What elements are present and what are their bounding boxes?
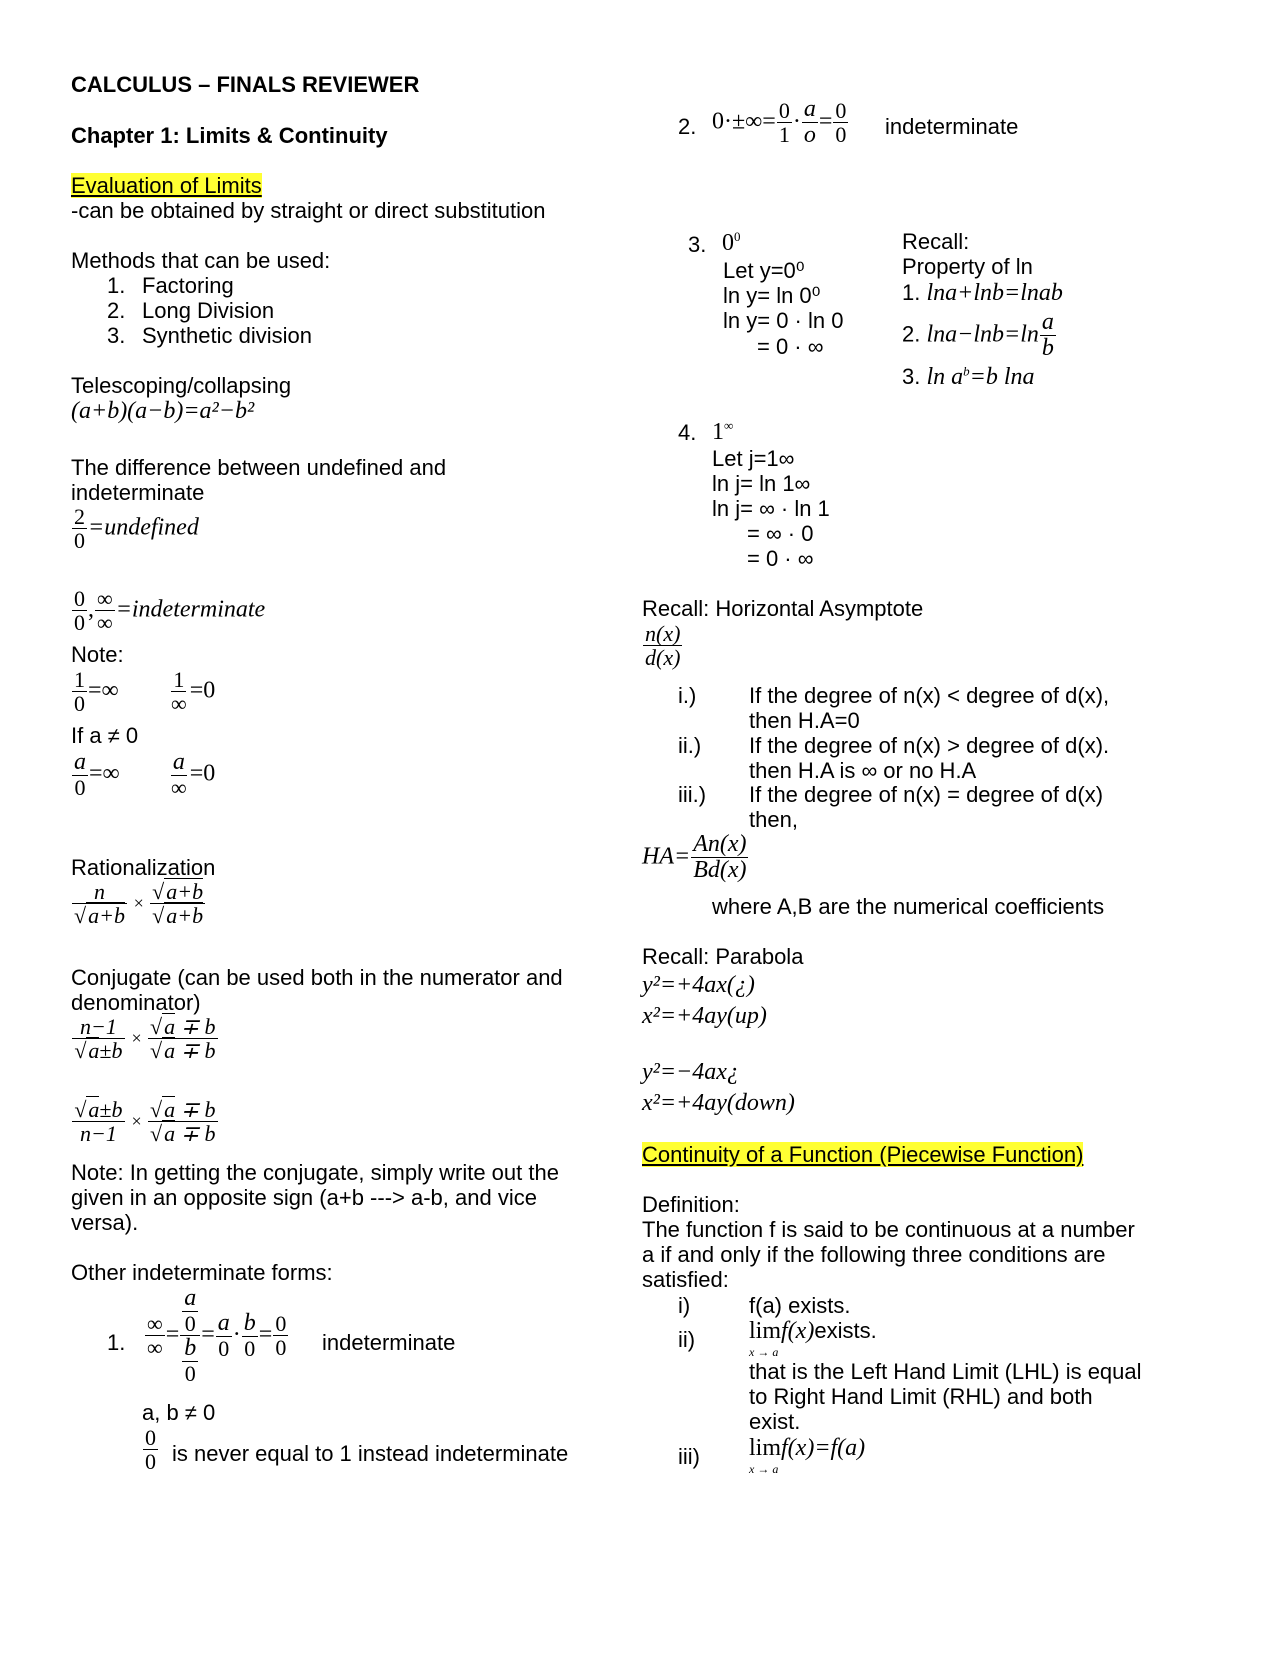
- conjugate-note-line1: Note: In getting the conjugate, simply write out the: [71, 1160, 559, 1185]
- method-number: 3.: [107, 323, 126, 348]
- definition-label: Definition:: [642, 1192, 740, 1217]
- ha-formula: HA= $\frac{An(x)}{Bd(x)}$: [642, 831, 747, 884]
- page-title: CALCULUS – FINALS REVIEWER: [71, 72, 420, 97]
- item4-step: = ∞ · 0: [747, 521, 814, 546]
- ha-case-label: i.): [678, 683, 697, 708]
- form-item-indeterminate: indeterminate: [322, 1330, 456, 1355]
- definition-line3: satisfied:: [642, 1267, 729, 1292]
- difference-text-line2: indeterminate: [71, 480, 205, 505]
- condition-ii-line2: to Right Hand Limit (RHL) and both: [749, 1384, 1093, 1409]
- method-item: Long Division: [142, 298, 275, 323]
- item2-indeterminate: indeterminate: [885, 114, 1019, 139]
- conjugate-note-line2: given in an opposite sign (a+b ---> a-b, and vice: [71, 1185, 537, 1210]
- one-over-infinity: $\frac{1}{\infty}$ =0: [171, 667, 216, 717]
- ha-case-i-line2: then H.A=0: [749, 708, 860, 733]
- a-over-zero: $\frac{a}{0}$ =∞: [74, 749, 120, 801]
- property-ln-heading: Property of ln: [902, 254, 1033, 279]
- parabola-equation: x²=+4ay(down): [642, 1090, 795, 1116]
- ha-case-i-line1: If the degree of n(x) < degree of d(x),: [749, 683, 1110, 708]
- condition-label: i): [678, 1293, 691, 1318]
- evaluation-of-limits-heading: Evaluation of Limits: [71, 173, 262, 198]
- definition-line1: The function f is said to be continuous at a number: [642, 1217, 1135, 1242]
- rationalization-heading: Rationalization: [71, 855, 216, 880]
- condition-label: ii): [678, 1327, 696, 1352]
- ha-where-text: where A,B are the numerical coefficients: [712, 894, 1105, 919]
- ha-case-label: iii.): [678, 782, 707, 807]
- zero-to-zero: $0^0$: [722, 229, 741, 256]
- if-a-nonzero: If a ≠ 0: [71, 723, 139, 748]
- ln-property-2: 2. lna−lnb=ln $\frac{a}{b}$: [902, 309, 1054, 362]
- chapter-heading: Chapter 1: Limits & Continuity: [71, 123, 388, 148]
- zero-over-zero: $\frac{0}{0}$: [145, 1425, 156, 1475]
- telescoping-formula: (a+b)(a−b)=a²−b²: [71, 398, 255, 424]
- one-over-zero: $\frac{1}{0}$ =∞: [74, 667, 119, 717]
- conjugate-formula-2: $\frac{√a\pm b}{n-1}$ × $\frac{√a \mp b}{√a \mp b}$: [74, 1097, 216, 1147]
- ln-property-1: 1. lna+lnb=lnab: [902, 280, 1063, 306]
- a-b-nonzero: a, b ≠ 0: [142, 1400, 216, 1425]
- horizontal-asymptote-heading: Recall: Horizontal Asymptote: [642, 596, 924, 621]
- conjugate-heading-line2: denominator): [71, 990, 201, 1015]
- other-forms-heading: Other indeterminate forms:: [71, 1260, 333, 1285]
- form-item-number: 3.: [688, 232, 707, 257]
- one-to-infinity: 1∞: [712, 418, 734, 445]
- item4-step: ln j= ∞ · ln 1: [712, 496, 830, 521]
- infinity-over-infinity-expression: $\frac{\infty}{\infty}$ = a 0 b 0 = $\frac{a}{0}$ · $\frac{b}{0}$ = $\frac{0}{0}$: [147, 1285, 287, 1387]
- parabola-heading: Recall: Parabola: [642, 944, 804, 969]
- parabola-equation: y²=−4ax¿: [642, 1059, 739, 1085]
- conjugate-note-line3: versa).: [71, 1210, 139, 1235]
- condition-ii-line3: exist.: [749, 1409, 801, 1434]
- item4-step: ln j= ln 1∞: [712, 471, 811, 496]
- item4-step: = 0 · ∞: [747, 546, 814, 571]
- condition-ii-limit: lim x → a f(x)exists.: [749, 1318, 877, 1359]
- evaluation-description: -can be obtained by straight or direct substitution: [71, 198, 546, 223]
- recall-label: Recall:: [902, 229, 970, 254]
- method-number: 2.: [107, 298, 126, 323]
- difference-text-line1: The difference between undefined and: [71, 455, 447, 480]
- continuity-heading: Continuity of a Function (Piecewise Function): [642, 1142, 1084, 1167]
- conjugate-heading-line1: Conjugate (can be used both in the numerator and: [71, 965, 563, 990]
- form-item-number: 4.: [678, 420, 697, 445]
- zero-times-infinity-expression: 0·±∞= $\frac{0}{1}$ · $\frac{a}{o}$ = $\frac{0}{0}$: [712, 96, 847, 149]
- ha-case-ii-line1: If the degree of n(x) > degree of d(x).: [749, 733, 1110, 758]
- item3-step: ln y= ln 0⁰: [723, 283, 821, 308]
- definition-line2: a if and only if the following three conditions are: [642, 1242, 1106, 1267]
- form-item-number: 2.: [678, 114, 697, 139]
- a-over-infinity: $\frac{a}{\infty}$ =0: [171, 749, 216, 801]
- condition-ii-line1: that is the Left Hand Limit (LHL) is equal: [749, 1359, 1142, 1384]
- parabola-equation: y²=+4ax(¿): [642, 972, 755, 998]
- method-number: 1.: [107, 273, 126, 298]
- ha-case-ii-line2: then H.A is ∞ or no H.A: [749, 758, 977, 783]
- ha-case-iii-line2: then,: [749, 807, 798, 832]
- indeterminate-expression: $\frac{0}{0}$ , $\frac{\infty}{\infty}$ =indeterminate: [74, 586, 266, 636]
- item3-step: Let y=0⁰: [723, 258, 805, 283]
- ha-case-iii-line1: If the degree of n(x) = degree of d(x): [749, 782, 1104, 807]
- item4-step: Let j=1∞: [712, 446, 795, 471]
- condition-i-text: f(a) exists.: [749, 1293, 851, 1318]
- item3-step: ln y= 0 · ln 0: [723, 308, 844, 333]
- conjugate-formula-1: $\frac{n-1}{√a\pm b}$ × $\frac{√a \mp b}{√a \mp b}$: [71, 1015, 219, 1062]
- never-equal-text: is never equal to 1 instead indeterminate: [172, 1441, 569, 1466]
- rationalization-formula: $\frac{n}{√a+b}$ × $\frac{√a+b}{√a+b}$: [71, 880, 206, 927]
- methods-heading: Methods that can be used:: [71, 248, 331, 273]
- condition-label: iii): [678, 1444, 700, 1469]
- parabola-equation: x²=+4ay(up): [642, 1003, 767, 1029]
- form-item-number: 1.: [107, 1330, 126, 1355]
- ha-case-label: ii.): [678, 733, 702, 758]
- note-label: Note:: [71, 642, 124, 667]
- telescoping-heading: Telescoping/collapsing: [71, 373, 292, 398]
- ln-property-3: 3. $\ln a^b=b$ lna: [902, 363, 1035, 390]
- method-item: Synthetic division: [142, 323, 312, 348]
- undefined-expression: $\frac{2}{0}$ =undefined: [74, 504, 199, 554]
- item3-step: = 0 · ∞: [757, 334, 824, 359]
- nx-over-dx: $\frac{n(x)}{d(x)}$: [645, 621, 681, 671]
- method-item: Factoring: [142, 273, 234, 298]
- condition-iii-limit: lim x → a f(x)=f(a): [749, 1435, 866, 1476]
